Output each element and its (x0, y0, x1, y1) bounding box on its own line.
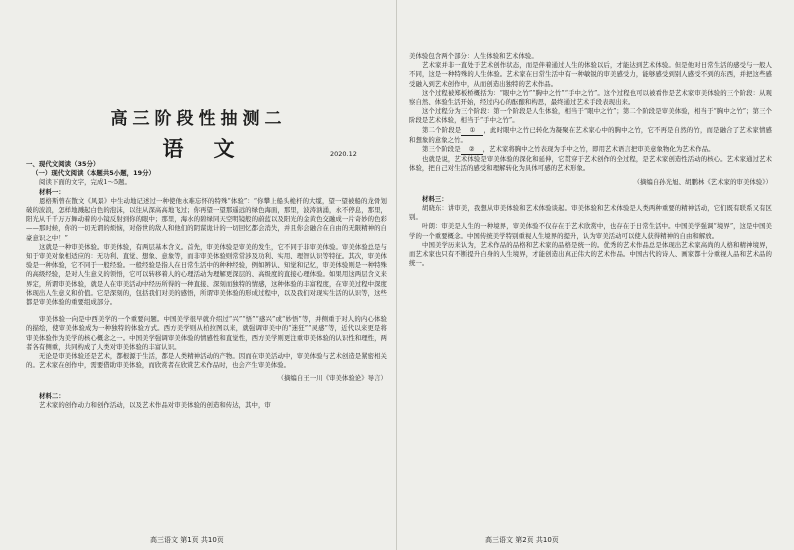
left-body (26, 160, 387, 410)
stage3-paragraph (409, 145, 772, 155)
stage3-label: 第三个阶段是 (422, 145, 461, 154)
paragraph: 叶朗：审美是人生的一种境界，审美体验不仅存在于艺术欣赏中，也存在于日常生活中。中国美学强调“境界”，这是中国美学的一个重要概念。中国传统美学特别重视人生境界的提升，认为审美活动可以使人获得精神的自由和解放。 (409, 222, 772, 240)
exam-date: 2020.12 (330, 150, 357, 158)
paragraph: 胡晓东：讲审美，我想从审美体验和艺术体验谈起。审美体验和艺术体验是人类两种重要的精神活动，它们既有联系又有区别。 (409, 204, 772, 222)
right-body (409, 52, 772, 268)
page-footer: 高三语文 第2页 共10页 (485, 536, 559, 544)
stage2-text: ，此时眼中之竹已转化为凝聚在艺术家心中的胸中之竹，它不再是自然的竹，而是融合了艺术家情感和想象的意象之竹。 (409, 125, 772, 144)
paragraph: 艺术家的创作动力和创作活动，以及艺术作品对审美体验的创造和传达，其中，审 (39, 400, 271, 409)
exam-title: 高三阶段性抽测二 (110, 109, 287, 129)
stage2-label: 第二个阶段是 (422, 125, 462, 134)
paragraph: 也就是说，艺术体验是审美体验的深化和延伸，它贯穿于艺术创作的全过程，是艺术家创造性活动的核心。艺术家通过艺术体验，把自己对生活的感受和理解转化为具体可感的艺术形象。 (409, 155, 772, 173)
subject-title: 语文 (162, 137, 265, 161)
instruction: 阅读下面的文字，完成1～5题。 (39, 178, 131, 187)
answer-blank-2[interactable]: ② (461, 145, 483, 155)
material3-label: 材料三： (422, 194, 448, 203)
paragraph: 这就是一种审美体验。审美体验，有两层基本含义。首先，审美体验是审美的发生，它不同于非审美体验。审美体验总是与知于审美对象相适应的：无功利、直觉、想象、意象等，而非审美体验则常常涉及功利、实用、理智认识等特征。其次，审美体验是一种体验，它不同于一般经验。一般经验是指人在日常生活中的种种经验，例如辨认、知觉和记忆，审美体验则是一种特殊的高级经验，是对人生意义的领悟，它可以转移着人的心理活动为理解更深层的、高级度的直接心理体验。如果用这两层含义来界定，所谓审美体验，就是人在审美活动中经历所得的一种直接、深刻而独特的情感，这种体验的丰富程度，在审美过程中深度体现出人生意义和价值。它是深刻的，包括我们对美的感悟，所谓审美体验的形成过程中，以及我们对现实生活的认识等，这些都是审美体验的重要组成部分。 (26, 242, 387, 307)
paragraph: 恩格斯曾在散文《风景》中生动地记述过一种使他永难忘怀的特殊“体验”：“你攀上船头桅杆的大缆，望一望被船的龙骨划破的波浪，怎样地溅起白色的泡沫，以往从深高高地飞过；你再望一望那遥远的绿色海面，那里，波涛汹涌，永不停息，那里，阳光从千千万万舞动着的小镜反射到你的眼中；那里，海水的碧绿同天空明镜般的蔚蓝以及阳光的金黄色交融成一片奇妙的色彩——那时候，你的一切无谓的烦恼，对俗世的敌人和他们的阴谋诡计的一切回忆都会消失，并且你会融合在自由的无限精神的自豪意识之中！” (26, 196, 387, 242)
stage3-text: ，艺术家将胸中之竹表现为手中之竹，即用艺术语言把审美意象物化为艺术作品。 (482, 145, 715, 154)
page-footer: 高三语文 第1页 共10页 (150, 536, 224, 544)
material1-label: 材料一： (39, 187, 65, 196)
source-citation: （摘编自王一川《审美体验论》导言） (277, 374, 387, 383)
paragraph: 这个过程被郑板桥概括为：“眼中之竹”“胸中之竹”“手中之竹”。这个过程也可以被看作是艺术家审美体验的三个阶段：从观察自然、体验生活开始，经过内心的酝酿和构思，最终通过艺术手段表现出来。 (409, 88, 772, 107)
paragraph: 中国美学历来认为，艺术作品的品格和艺术家的品格是统一的。优秀的艺术作品总是体现出艺术家高尚的人格和精神境界，而艺术家也只有不断提升自身的人生境界，才能创造出真正伟大的艺术作品。中国古代的诗人、画家都十分重视人品和艺术品的统一。 (409, 240, 772, 268)
paragraph: 这个过程分为三个阶段：第一个阶段是人生体验，相当于“眼中之竹”；第二个阶段是审美体验，相当于“胸中之竹”；第三个阶段是艺术体验，相当于“手中之竹”。 (409, 107, 772, 125)
subsection-heading: （一）现代文阅读（本题共5小题，19分） (32, 169, 155, 178)
section-heading: 一、现代文阅读（35分） (26, 160, 100, 168)
source-citation: （摘编自孙光旭、胡鹏林《艺术家的审美体验》） (633, 177, 772, 186)
paragraph: 审美体验一向是中西美学的一个重要问题。中国美学很早就介绍过“兴”“悟”“感兴”或“妙悟”等，并侧重于对人的内心体验的描绘，使审美体验成为一种独特的体验方式。西方美学则从柏拉图以来，就强调审美中的“迷狂”“灵感”等，近代以来更是将审美体验作为美学的核心概念之一。中国美学强调审美体验的情感性和直觉性，西方美学则更注重审美体验的认识性和理性，两者各有侧重，共同构成了人类对审美体验的丰富认识。 (26, 315, 387, 351)
material2-label: 材料二： (39, 391, 65, 400)
page-right (397, 0, 794, 550)
answer-blank-1[interactable]: ① (461, 126, 483, 136)
paragraph: 艺术家并非一直处于艺术创作状态，而是伴着通过人生的体验以后，才能达到艺术体验。但是他对日常生活的感受与一般人不同，这是一种特殊的人生体验。艺术家在日常生活中有一种敏锐的审美感受力，能够感受到别人感受不到的东西，并把这些感受融入到艺术创作中，从而创造出独特的艺术作品。 (409, 61, 772, 88)
paragraph: 无论是审美体验还是艺术，都根源于生活，都是人类精神活动的产物。因而在审美活动中，审美体验与艺术创造是紧密相关的。艺术家在创作中，需要借助审美体验，而欣赏者在欣赏艺术作品时，也会产生审美体验。 (26, 352, 387, 370)
stage2-paragraph (409, 126, 772, 145)
paragraph: 美体验包含两个部分：人生体验和艺术体验。 (409, 52, 538, 60)
